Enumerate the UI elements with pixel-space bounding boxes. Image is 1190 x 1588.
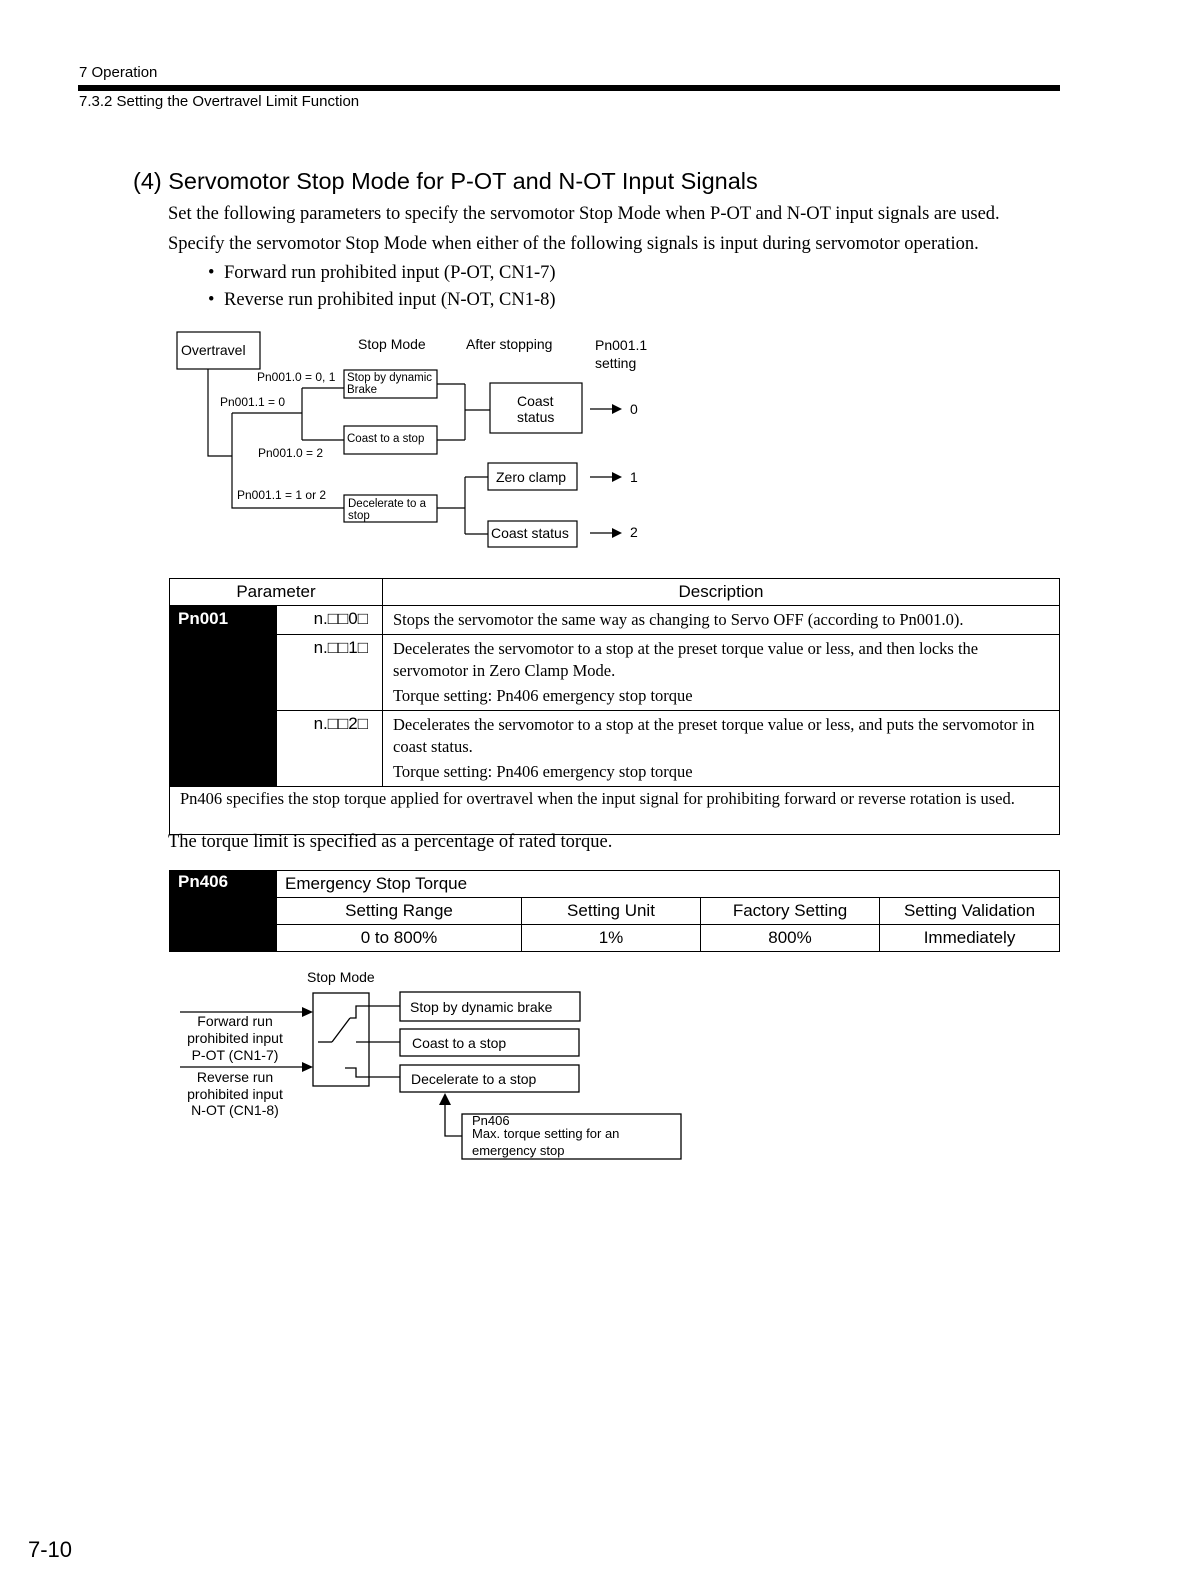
arrow-head — [439, 1093, 451, 1105]
coast-to-stop-text: Coast to a stop — [347, 433, 425, 445]
stop-mode-flow-diagram — [0, 0, 700, 560]
section-header: 7.3.2 Setting the Overtravel Limit Function — [79, 93, 360, 110]
after-stopping-heading: After stopping — [466, 336, 553, 352]
option-coast: Coast to a stop — [412, 1035, 507, 1051]
label-pn001-0-2: Pn001.0 = 2 — [258, 446, 324, 460]
pn406-label: Max. torque setting for an — [472, 1126, 620, 1141]
parameter-name: Pn001 — [170, 606, 277, 787]
pn406-label: emergency stop — [472, 1143, 565, 1158]
parameter-description — [383, 606, 1060, 635]
option-decelerate: Decelerate to a stop — [411, 1071, 537, 1087]
overtravel-label: Overtravel — [181, 342, 246, 358]
forward-run-label: Forward run — [197, 1013, 273, 1029]
zero-clamp-text: Zero clamp — [496, 469, 567, 485]
description-line: Stops the servomotor the same way as changing to Servo OFF (according to Pn001.0). — [393, 610, 964, 629]
section-title: (4) Servomotor Stop Mode for P-OT and N-OT Input Signals — [133, 168, 758, 194]
parameter-description — [383, 711, 1060, 787]
forward-run-label: prohibited input — [187, 1030, 283, 1046]
label-pn001-0: Pn001.0 = 0, 1 — [257, 370, 336, 384]
arrow-head — [302, 1007, 313, 1017]
chapter-header: 7 Operation — [79, 64, 158, 81]
option-dynamic-brake: Stop by dynamic brake — [410, 999, 553, 1015]
stop-mode-heading: Stop Mode — [358, 336, 426, 352]
parameter-title: Emergency Stop Torque — [277, 871, 1060, 898]
header-setting-unit: Setting Unit — [522, 898, 701, 925]
value-factory-setting: 800% — [701, 925, 880, 952]
arrow-head — [612, 404, 622, 414]
bullet-text: Reverse run prohibited input (N-OT, CN1-8) — [224, 290, 556, 310]
description-line: Decelerates the servomotor to a stop at the preset torque value or less, and then locks the servomotor in Zero Clamp Mode. — [393, 639, 979, 680]
header-description: Description — [383, 579, 1060, 606]
pn406-parameter-table — [169, 870, 1060, 952]
pn406-label: Pn406 — [472, 1113, 510, 1128]
header-setting-validation: Setting Validation — [880, 898, 1060, 925]
value-setting-validation: Immediately — [880, 925, 1060, 952]
parameter-description — [383, 635, 1060, 711]
arrow-head — [612, 472, 622, 482]
pn001-parameter-table — [169, 578, 1060, 835]
table-note: Pn406 specifies the stop torque applied for overtravel when the input signal for prohibiting forward or reverse rotation is used. — [170, 787, 1060, 835]
output-0: 0 — [630, 401, 638, 417]
bullet-item: • Forward run prohibited input (P-OT, CN1-7) — [208, 263, 556, 283]
value-setting-unit: 1% — [522, 925, 701, 952]
coast-status-text-2: Coast status — [491, 525, 569, 541]
arrow-head — [302, 1062, 313, 1072]
reverse-run-label: Reverse run — [196, 1069, 274, 1085]
paragraph-2: Specify the servomotor Stop Mode when either of the following signals is input during servomotor operation. — [168, 234, 979, 254]
label-pn001-1-12: Pn001.1 = 1 or 2 — [237, 488, 327, 502]
decelerate-text: stop — [348, 510, 370, 522]
coast-status-text: Coast — [517, 393, 554, 409]
parameter-name: Pn406 — [170, 871, 277, 952]
parameter-value: n.□□0□ — [277, 606, 383, 635]
decelerate-text: Decelerate to a — [348, 498, 426, 510]
description-line: Torque setting: Pn406 emergency stop torque — [393, 762, 693, 781]
torque-note: The torque limit is specified as a percentage of rated torque. — [168, 832, 613, 852]
stop-mode-switch-diagram — [0, 960, 720, 1180]
forward-run-label: P-OT (CN1-7) — [191, 1047, 279, 1063]
reverse-run-label: prohibited input — [187, 1086, 283, 1102]
pn001-1-heading: Pn001.1 — [595, 337, 648, 353]
arrow-head — [612, 528, 622, 538]
value-setting-range: 0 to 800% — [277, 925, 522, 952]
output-2: 2 — [630, 524, 638, 540]
header-factory-setting: Factory Setting — [701, 898, 880, 925]
reverse-run-label: N-OT (CN1-8) — [191, 1102, 279, 1118]
description-line: Decelerates the servomotor to a stop at the preset torque value or less, and puts the servomotor in coast status. — [393, 715, 1035, 756]
bullet-item: • Reverse run prohibited input (N-OT, CN1-8) — [208, 290, 556, 310]
description-line: Torque setting: Pn406 emergency stop torque — [393, 686, 693, 705]
dynamic-brake-text: Stop by dynamic — [347, 372, 433, 384]
coast-status-text: status — [517, 409, 555, 425]
output-1: 1 — [630, 469, 638, 485]
header-parameter: Parameter — [170, 579, 383, 606]
setting-heading: setting — [595, 355, 637, 371]
stop-mode-label: Stop Mode — [307, 969, 375, 985]
stop-mode-switch-box — [313, 993, 369, 1086]
dynamic-brake-text: Brake — [347, 384, 378, 396]
paragraph-1: Set the following parameters to specify the servomotor Stop Mode when P-OT and N-OT input signals are used. — [168, 204, 1000, 224]
parameter-value: n.□□2□ — [277, 711, 383, 787]
page-number: 7-10 — [28, 1537, 73, 1562]
bullet-text: Forward run prohibited input (P-OT, CN1-7) — [224, 263, 556, 283]
parameter-value: n.□□1□ — [277, 635, 383, 711]
label-pn001-1: Pn001.1 = 0 — [220, 395, 286, 409]
header-setting-range: Setting Range — [277, 898, 522, 925]
